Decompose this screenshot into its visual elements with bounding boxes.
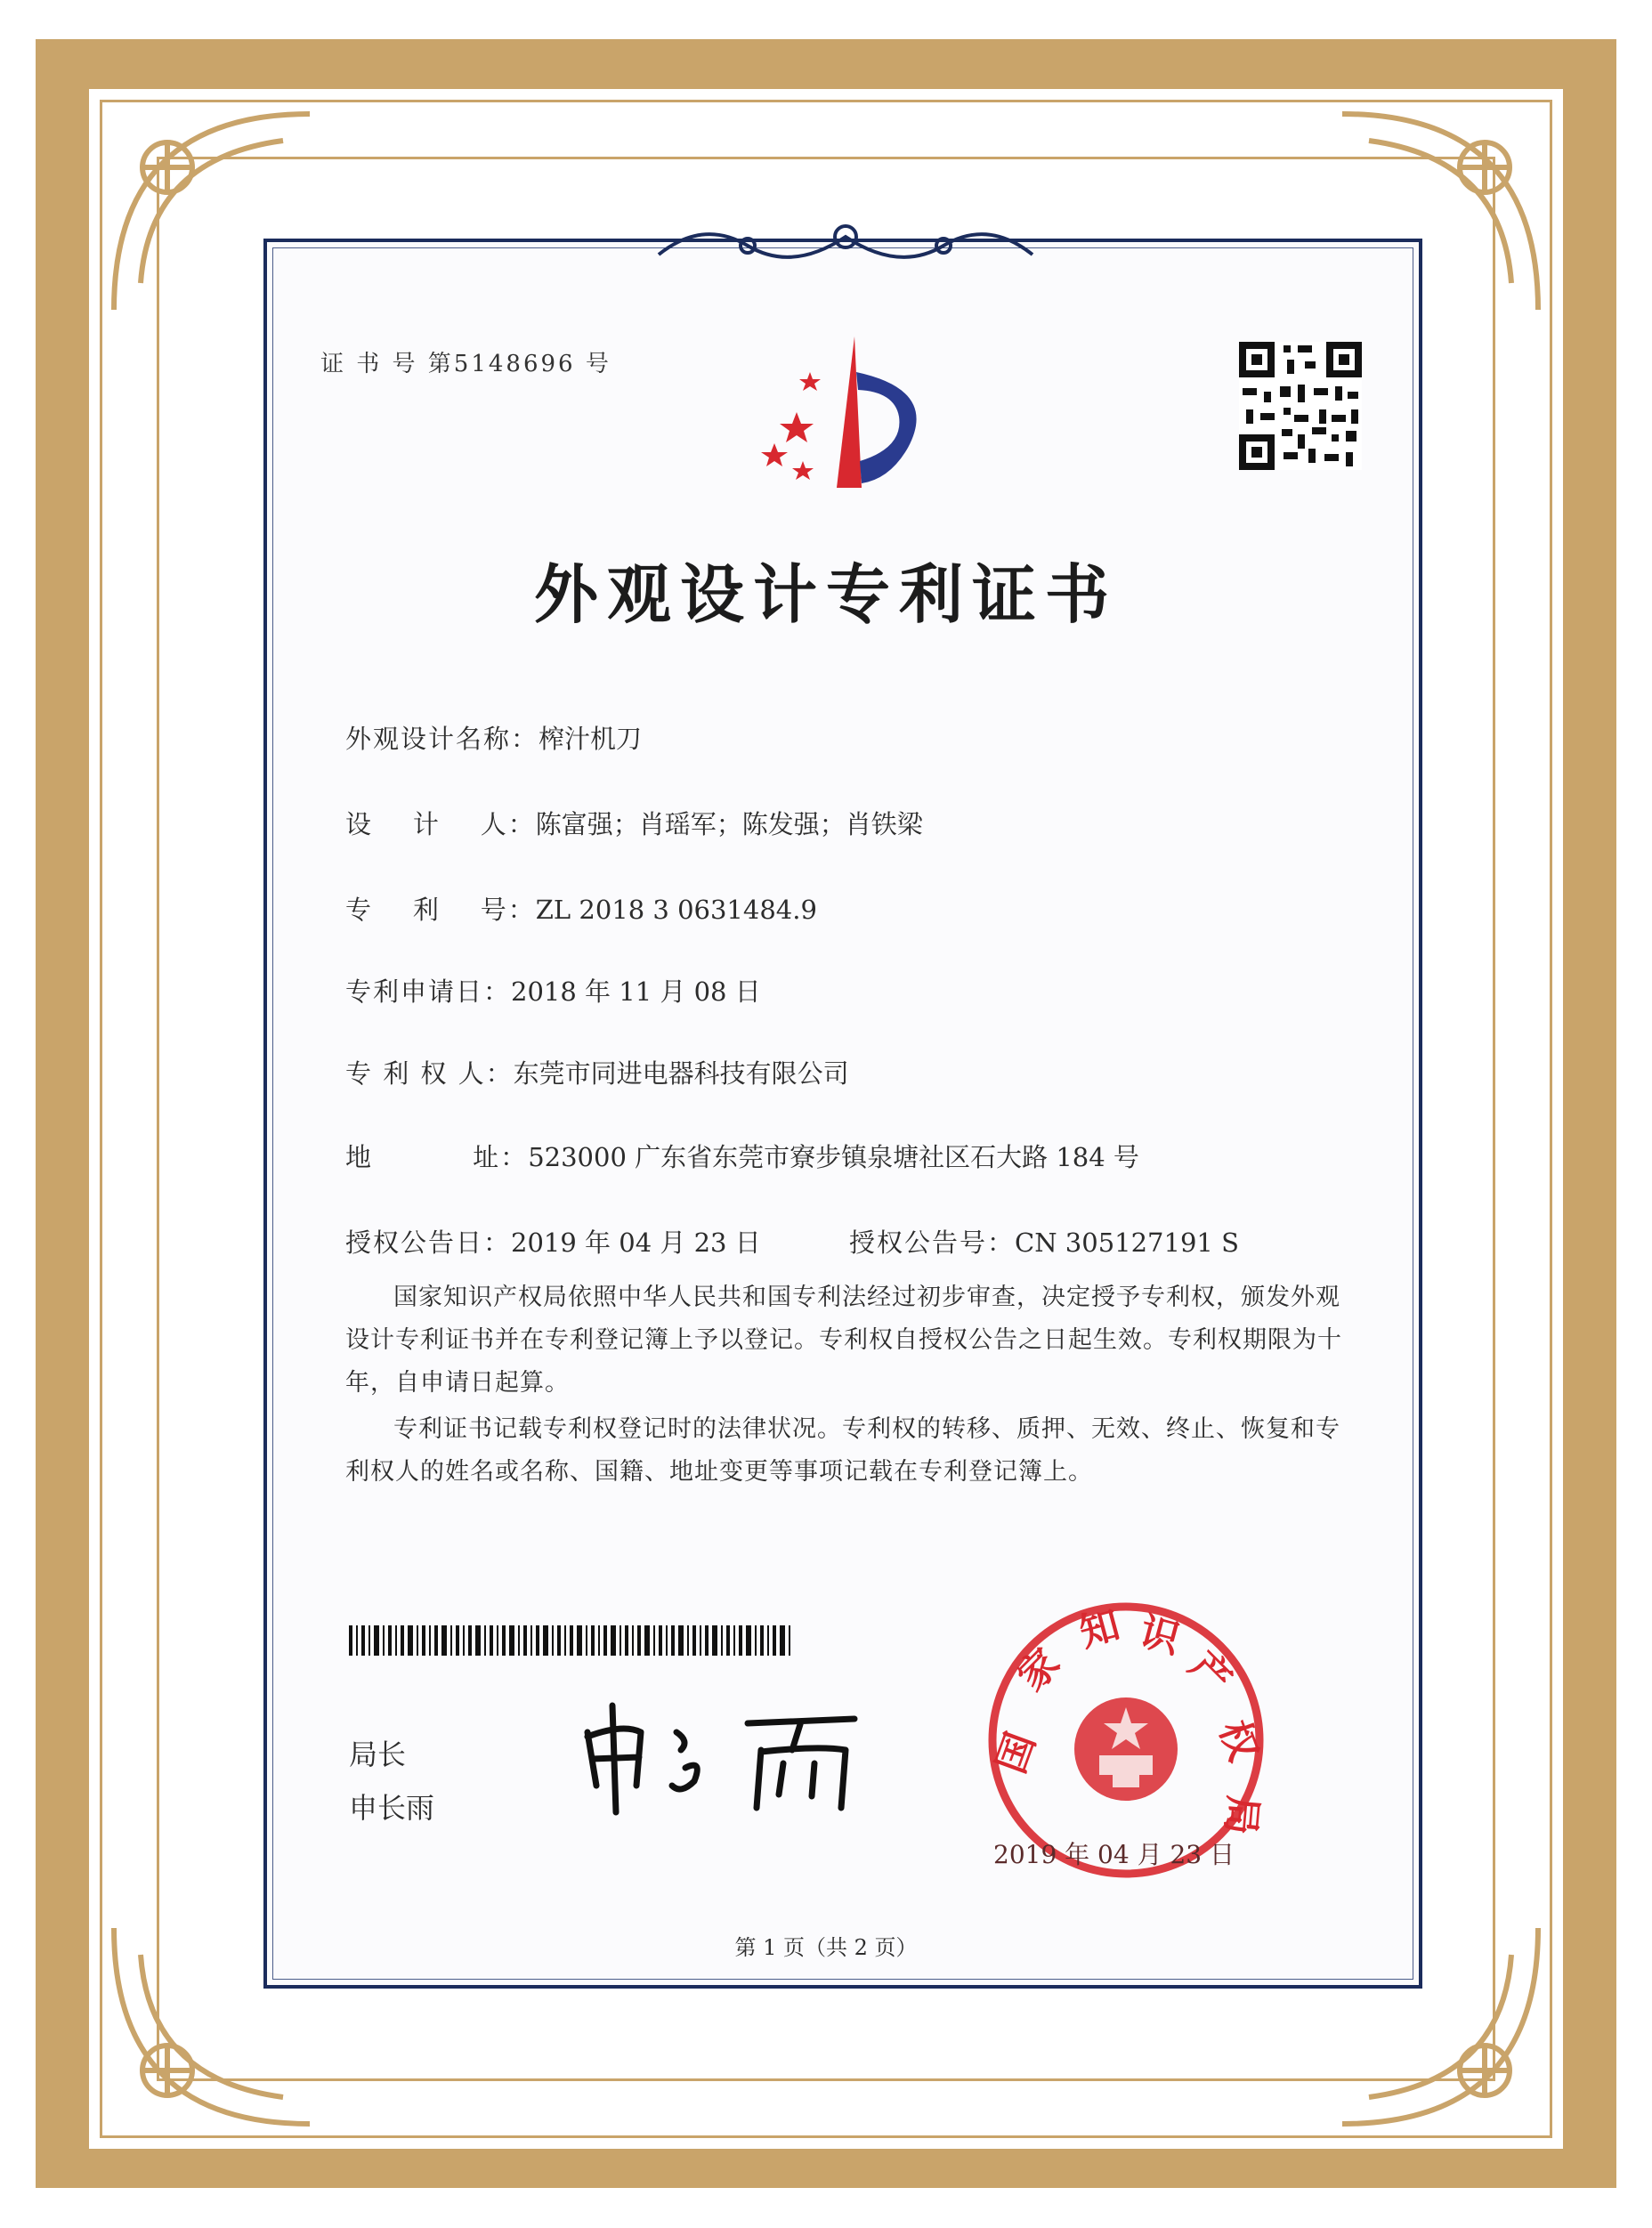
legal-paragraph: 国家知识产权局依照中华人民共和国专利法经过初步审查，决定授予专利权，颁发外观设计专利证书并在专利登记簿上予以登记。专利权自授权公告之日起生效。专利权期限为十年，自申请日起算。 — [345, 1284, 1342, 1397]
field-label: 授权公告日： — [345, 1227, 512, 1258]
field-patent-number — [345, 890, 817, 927]
field-label: 专 利 权 人： — [345, 1058, 514, 1089]
svg-text:国: 国 — [988, 1726, 1045, 1779]
field-designers — [345, 805, 923, 841]
director-title: 局长 — [349, 1738, 407, 1771]
seal-date: 2019 年 04 月 23 日 — [993, 1840, 1235, 1869]
field-value: 榨汁机刀 — [539, 724, 643, 754]
svg-text:局: 局 — [1217, 1794, 1266, 1837]
field-value: CN 305127191 S — [1015, 1227, 1239, 1258]
field-value: 2019 年 04 月 23 日 — [511, 1227, 761, 1258]
field-label: 专利申请日： — [345, 976, 512, 1007]
patent-office-logo-icon — [748, 336, 952, 497]
qr-code-icon — [1239, 342, 1362, 470]
field-label: 设 计 人： — [345, 809, 536, 839]
field-value: 东莞市同进电器科技有限公司 — [513, 1058, 849, 1089]
certificate-number: 证 书 号 第5148696 号 — [320, 351, 611, 377]
field-application-date — [345, 972, 761, 1009]
svg-text:产: 产 — [1180, 1642, 1241, 1703]
field-patentee — [345, 1054, 849, 1090]
signature-icon — [570, 1697, 872, 1821]
barcode-icon — [349, 1625, 794, 1656]
field-label: 授权公告号： — [849, 1227, 1016, 1258]
svg-text:权: 权 — [1210, 1714, 1267, 1768]
svg-text:知: 知 — [1074, 1601, 1125, 1657]
field-grant-number — [849, 1223, 1239, 1260]
field-value: ZL 2018 3 0631484.9 — [535, 895, 817, 925]
field-label: 专 利 号： — [345, 895, 536, 925]
field-design-name — [345, 719, 642, 756]
field-grant-date — [345, 1223, 761, 1260]
field-label: 地 址： — [345, 1142, 529, 1172]
field-address — [345, 1138, 1139, 1174]
svg-text:识: 识 — [1135, 1608, 1185, 1664]
svg-text:家: 家 — [1008, 1640, 1069, 1700]
field-label: 外观设计名称： — [345, 724, 539, 754]
page-number: 第 1 页（共 2 页） — [734, 1935, 918, 1960]
legal-paragraph: 专利证书记载专利权登记时的法律状况。专利权的转移、质押、无效、终止、恢复和专利权人的姓名或名称、国籍、地址变更等事项记载在专利登记簿上。 — [345, 1415, 1340, 1486]
field-value: 2018 年 11 月 08 日 — [511, 976, 761, 1007]
field-value: 陈富强；肖瑶军；陈发强；肖铁梁 — [535, 809, 923, 839]
scroll-ornament-icon — [650, 210, 1041, 272]
director-name: 申长雨 — [349, 1791, 435, 1825]
field-value: 523000 广东省东莞市寮步镇泉塘社区石大路 184 号 — [528, 1142, 1139, 1172]
certificate-title: 外观设计专利证书 — [533, 556, 1118, 632]
